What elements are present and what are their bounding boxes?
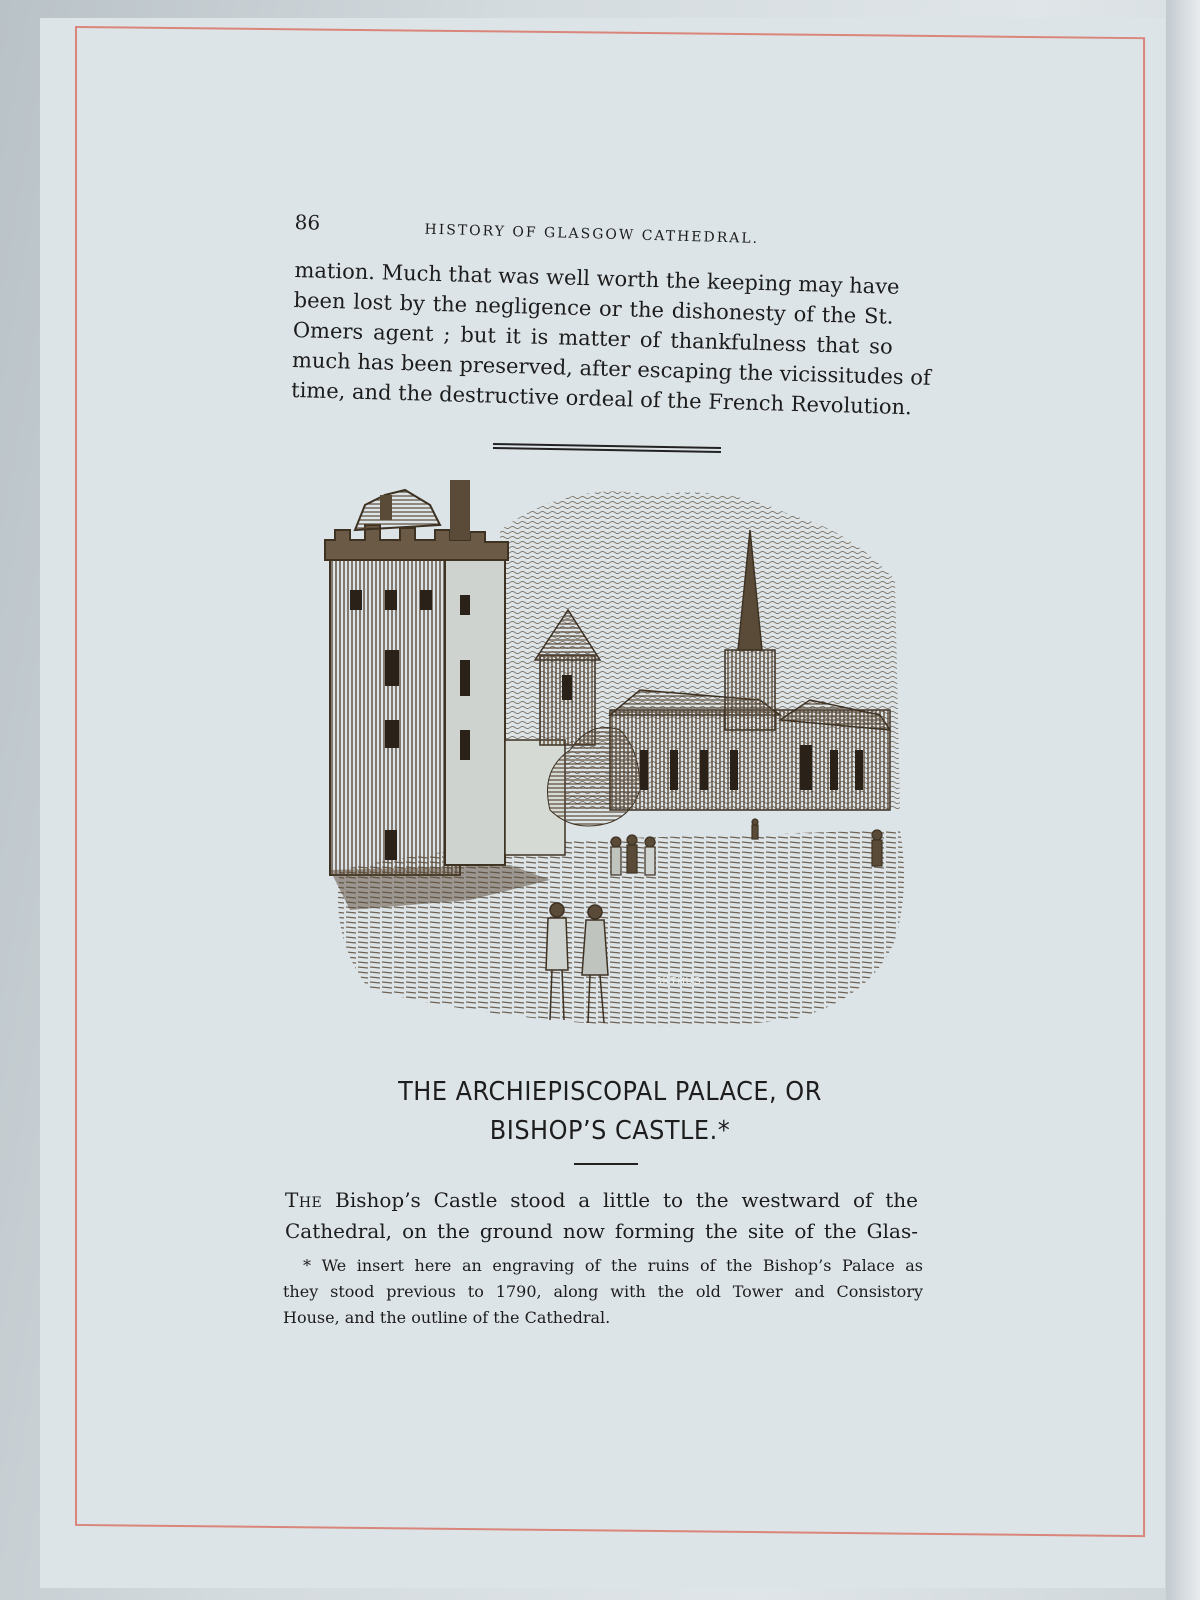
paragraph-line: mation. Much that was well worth the keeping may have	[294, 257, 900, 299]
paragraph-line: much has been preserved, after escaping the vicissitudes of	[291, 347, 932, 390]
section-title-line: BISHOP’S CASTLE.*	[489, 1115, 731, 1146]
footnote-line: House, and the outline of the Cathedral.	[283, 1308, 611, 1327]
running-head: HISTORY OF GLASGOW CATHEDRAL.	[424, 221, 760, 247]
engraver-signature: SKTHUS	[655, 976, 702, 987]
line-rest: Bishop’s Castle stood a little to the westward of the	[322, 1188, 918, 1212]
paragraph-line	[285, 1185, 918, 1216]
top-paragraph	[290, 255, 932, 422]
paragraph-line: time, and the destructive ordeal of the French Revolution.	[290, 377, 913, 420]
section-title-line: THE ARCHIEPISCOPAL PALACE, OR	[398, 1076, 822, 1107]
section-title	[330, 1072, 890, 1150]
footnote-line: they stood previous to 1790, along with the old Tower and Consistory	[283, 1282, 923, 1301]
castle-tower	[325, 480, 508, 875]
body-paragraph	[285, 1185, 918, 1247]
lead-word: The	[285, 1188, 323, 1212]
footnote-line: * We insert here an engraving of the ruins of the Bishop’s Palace as	[303, 1256, 923, 1275]
paragraph-line: been lost by the negligence or the dishonesty of the St.	[293, 287, 894, 329]
page-edge	[1166, 0, 1200, 1600]
paragraph-line: Cathedral, on the ground now forming the site of the Glas-	[285, 1219, 918, 1243]
bishops-castle-engraving	[310, 470, 910, 1040]
paragraph-line: Omers agent ; but it is matter of thankfulness that so	[292, 317, 894, 359]
page-number: 86	[294, 210, 321, 235]
footnote	[283, 1253, 923, 1331]
title-rule	[574, 1163, 638, 1165]
